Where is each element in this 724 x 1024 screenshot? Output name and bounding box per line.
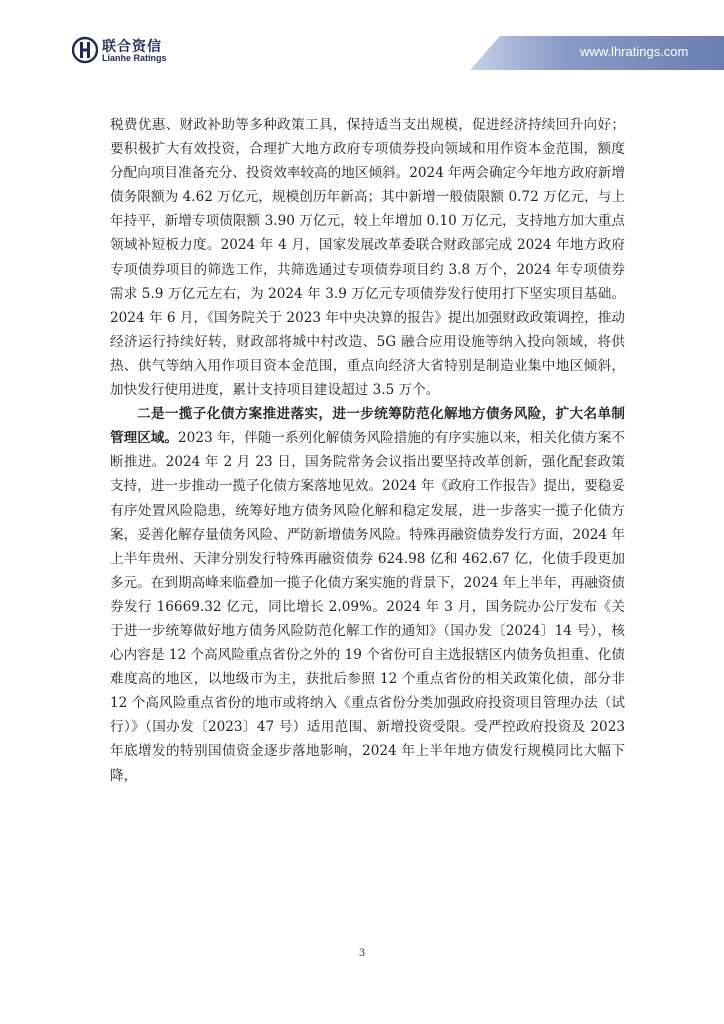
page-header xyxy=(0,0,724,80)
page-number: 3 xyxy=(358,948,366,959)
paragraph-2-heading: 二是一揽子化债方案推进落实，进一步统筹防范化解地方债务风险，扩大名单制管理区域。 xyxy=(110,406,625,447)
logo-english-name: Lianhe Ratings xyxy=(102,53,167,63)
paragraph-1: 税费优惠、财政补助等多种政策工具，保持适当支出规模，促进经济持续回升向好；要积极扩大有效投资，合理扩大地方政府专项债券投向领域和用作资本金范围，额度分配向项目准备充分、投资效率较高的地区倾斜。2024 年两会确定今年地方政府新增债务限额为 4.62 万亿元，规模创历年新高；其中新增一般债限额 0.72 万亿元，与上年持平，新增专项债限额 3.90 万亿元，较上年增加 0.10 万亿元，支持地方加大重点领域补短板力度。2024 年 4 月，国家发展改革委联合财政部完成 2024 年地方政府专项债券项目的筛选工作，共筛选通过专项债券项目约 3.8 万个，2024 年专项债券需求 5.9 万亿元左右，为 2024 年 3.9 万亿元专项债券发行使用打下坚实项目基础。2024 年 6 月，《国务院关于 2023 年中央决算的报告》提出加强财政政策调控，推动经济运行持续好转，财政部将城中村改造、5G 融合应用设施等纳入投向领域，将供热、供气等纳入用作项目资本金范围，重点向经济大省特别是制造业集中地区倾斜，加快发行使用进度，累计支持项目建设超过 3.5 万个。 xyxy=(110,117,625,399)
paragraph-2-text: 2023 年，伴随一系列化解债务风险措施的有序实施以来，相关化债方案不断推进。2024 年 2 月 23 日，国务院常务会议指出要坚持改革创新，强化配套政策支持，进一步推动一揽子化债方案落地见效。2024 年《政府工作报告》提出，要稳妥有序处置风险隐患，统筹好地方债务风险化解和稳定发展，进一步落实一揽子化债方案，妥善化解存量债务风险、严防新增债务风险。特殊再融资债券发行方面，2024 年上半年贵州、天津分别发行特殊再融资债券 624.98 亿和 462.67 亿，化债手段更加多元。在到期高峰来临叠加一揽子化债方案实施的背景下，2024 年上半年，再融资债券发行 16669.32 亿元，同比增长 2.09%。2024 年 3 月，国务院办公厅发布《关于进一步统筹做好地方债务风险防范化解工作的通知》（国办发〔2024〕14 号），核心内容是 12 个高风险重点省份之外的 19 个省份可自主选报辖区内债务负担重、化债难度高的地区，以地级市为主，获批后参照 12 个重点省份的相关政策化债，部分非 12 个高风险重点省份的地市或将纳入《重点省份分类加强政府投资项目管理办法（试行）》（国办发〔2023〕47 号）适用范围、新增投资受限。受严控政府投资及 2023 年底增发的特别国债资金逐步落地影响，2024 年上半年地方债发行规模同比大幅下降， xyxy=(110,430,625,784)
website-url: www.lhratings.com xyxy=(580,44,689,59)
paragraph-2 xyxy=(110,402,625,788)
document-body xyxy=(110,113,625,788)
lianhe-logo-icon xyxy=(72,36,98,64)
company-logo xyxy=(72,36,182,66)
logo-chinese-name: 联合资信 xyxy=(102,39,162,55)
